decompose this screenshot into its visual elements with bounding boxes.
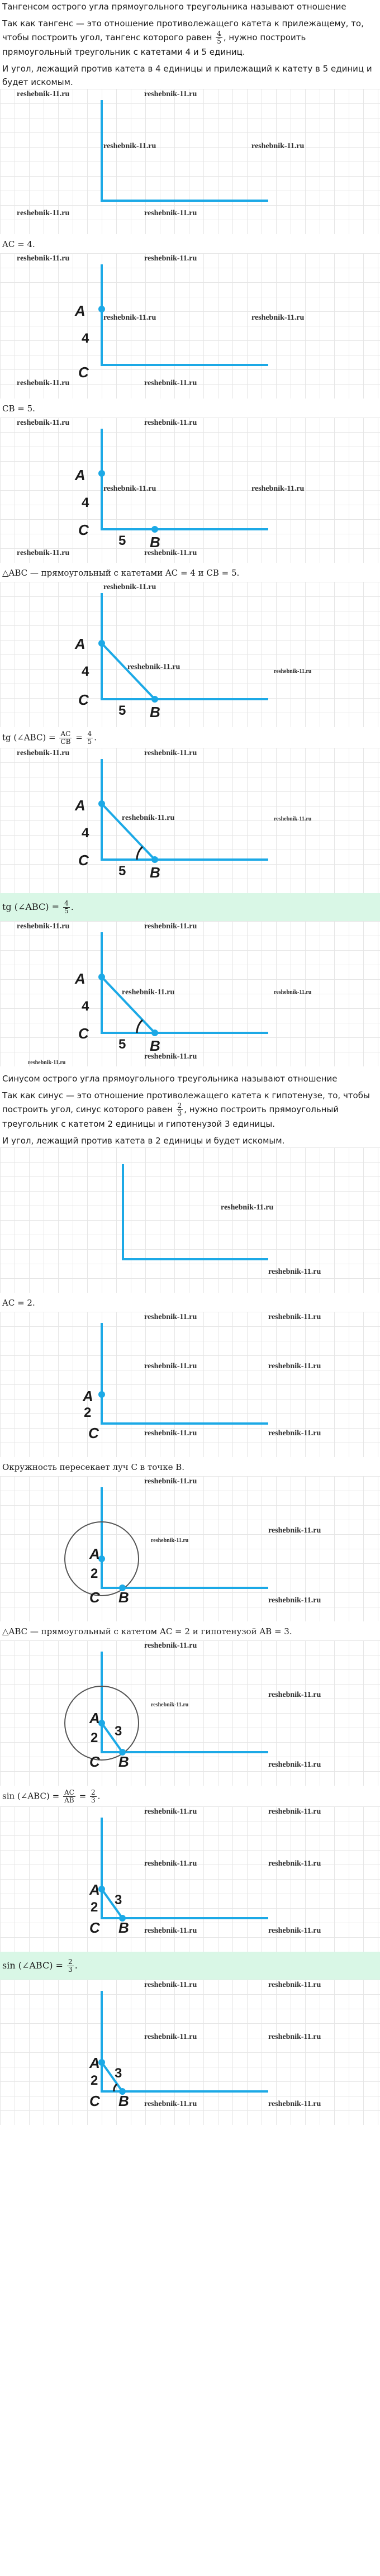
figure-sin-2 [0, 1312, 380, 1457]
figure-tan-4 [0, 582, 380, 727]
tan-intro-1: Тангенсом острого угла прямоугольного треугольника называют отношение [2, 2, 346, 12]
watermark: reshebnik-11.ru [144, 419, 197, 427]
point-b [151, 696, 158, 703]
label-a: A [75, 970, 86, 987]
watermark: reshebnik-11.ru [122, 988, 175, 997]
watermark: reshebnik-11.ru [268, 2100, 321, 2108]
length-cb: 5 [118, 703, 126, 718]
watermark: reshebnik-11.ru [144, 209, 197, 217]
sin-fraction: $\frac{2}{3}$ [177, 1102, 182, 1117]
watermark: reshebnik-11.ru [28, 1060, 66, 1066]
watermark: reshebnik-11.ru [268, 1429, 321, 1438]
length-ac: 2 [84, 1405, 92, 1420]
figure-tan-6-svg [0, 921, 380, 1066]
watermark: reshebnik-11.ru [127, 663, 180, 671]
caption-sin-triangle: △ABC — прямоугольный с катетом AC = 2 и гипотенузой AB = 3. [2, 1626, 292, 1636]
watermark: reshebnik-11.ru [221, 1203, 274, 1212]
length-cb: 5 [118, 864, 126, 879]
figure-sin-3 [0, 1476, 380, 1621]
label-b: B [118, 1753, 129, 1770]
watermark: reshebnik-11.ru [268, 1927, 321, 1935]
label-b: B [150, 1037, 160, 1054]
watermark: reshebnik-11.ru [251, 485, 305, 493]
point-a [98, 640, 105, 647]
label-c: C [78, 691, 89, 708]
length-ac: 4 [82, 999, 89, 1014]
watermark: reshebnik-11.ru [144, 1429, 197, 1438]
label-c: C [78, 852, 89, 869]
watermark: reshebnik-11.ru [144, 1313, 197, 1321]
length-ac: 2 [91, 1730, 98, 1745]
caption-tan-ac: AC = 4. [2, 239, 35, 249]
length-cb: 5 [118, 533, 126, 548]
length-ac: 2 [91, 2073, 98, 2088]
length-ab: 3 [115, 2066, 122, 2081]
sin-intro-3: И угол, лежащий против катета в 2 единицы и будет искомым. [2, 1136, 285, 1146]
figure-sin-5 [0, 1806, 380, 1952]
ratio-2-3: $\frac{2}{3}$ [91, 1789, 96, 1804]
tan-intro-2: Так как тангенс — это отношение противолежащего катета к прилежащему, то, чтобы построить угол, тангенс которого равен $\frac{4}{5}$ , нужно построить прямоугольный треугольник с катетами 4 и 5 единиц. [2, 18, 364, 57]
figure-tan-2-svg [0, 253, 380, 399]
figure-sin-6 [0, 1980, 380, 2125]
sin-intro-1: Синусом острого угла прямоугольного треугольника называют отношение [2, 1074, 338, 1084]
figure-sin-4 [0, 1640, 380, 1786]
label-a: A [89, 2055, 100, 2071]
sin-intro-2: Так как синус — это отношение противолежащего катета к гипотенузе, то, чтобы построить угол, синус которого равен $\frac{2}{3}$ , нужно построить прямоугольный треугольник с катетом 2 единицы и гипотенузой 3 единицы. [2, 1090, 370, 1129]
point-b [151, 856, 158, 863]
watermark: reshebnik-11.ru [268, 1362, 321, 1370]
watermark: reshebnik-11.ru [144, 922, 197, 931]
label-c: C [89, 2093, 100, 2109]
ratio-4-5: $\frac{4}{5}$ [87, 730, 92, 746]
angle-arc-b [137, 847, 142, 860]
watermark: reshebnik-11.ru [268, 1761, 321, 1769]
point-a [98, 306, 105, 312]
point-a [98, 974, 105, 980]
length-ac: 2 [91, 1566, 98, 1581]
length-ac: 4 [82, 664, 89, 679]
watermark: reshebnik-11.ru [151, 1702, 189, 1708]
watermark: reshebnik-11.ru [17, 922, 70, 931]
label-b: B [150, 704, 160, 720]
label-a: A [75, 797, 86, 814]
length-ac: 2 [91, 1900, 98, 1915]
hypotenuse-ab [102, 804, 155, 860]
angle-arc-b [137, 1020, 142, 1033]
figure-tan-3 [0, 418, 380, 563]
length-ab: 3 [115, 1724, 122, 1739]
answer-sin: sin (∠ABC) = $\frac{2}{3}$ . [0, 1952, 380, 1980]
watermark: reshebnik-11.ru [144, 254, 197, 263]
figure-tan-2 [0, 253, 380, 399]
point-a [98, 470, 105, 477]
watermark: reshebnik-11.ru [268, 2033, 321, 2041]
label-c: C [78, 521, 89, 538]
figure-sin-1-svg [0, 1147, 380, 1293]
watermark: reshebnik-11.ru [274, 816, 312, 822]
watermark: reshebnik-11.ru [268, 1596, 321, 1605]
watermark: reshebnik-11.ru [268, 1526, 321, 1535]
caption-tan-cb: CB = 5. [2, 404, 35, 414]
label-b: B [118, 1589, 129, 1606]
length-ac: 4 [82, 826, 89, 841]
watermark: reshebnik-11.ru [144, 1927, 197, 1935]
figure-sin-3-svg [0, 1476, 380, 1621]
watermark: reshebnik-11.ru [122, 814, 175, 822]
watermark: reshebnik-11.ru [17, 419, 70, 427]
watermark: reshebnik-11.ru [103, 142, 156, 150]
point-a [98, 1391, 105, 1398]
label-c: C [78, 1025, 89, 1042]
watermark: reshebnik-11.ru [17, 254, 70, 263]
figure-tan-5-svg [0, 748, 380, 893]
length-ab: 3 [115, 1892, 122, 1908]
label-c: C [88, 1425, 99, 1441]
label-a: A [89, 1545, 100, 1562]
label-a: A [75, 302, 86, 319]
label-b: B [150, 534, 160, 551]
watermark: reshebnik-11.ru [268, 1859, 321, 1868]
figure-tan-5 [0, 748, 380, 893]
watermark: reshebnik-11.ru [144, 1362, 197, 1370]
watermark: reshebnik-11.ru [151, 1538, 189, 1544]
watermark: reshebnik-11.ru [144, 1642, 197, 1650]
watermark: reshebnik-11.ru [144, 2033, 197, 2041]
figure-sin-1 [0, 1147, 380, 1293]
figure-tan-4-svg [0, 582, 380, 727]
watermark: reshebnik-11.ru [17, 549, 70, 557]
watermark: reshebnik-11.ru [274, 989, 312, 995]
point-b [151, 1030, 158, 1036]
watermark: reshebnik-11.ru [144, 749, 197, 757]
watermark: reshebnik-11.ru [251, 314, 305, 322]
watermark: reshebnik-11.ru [268, 1808, 321, 1816]
label-c: C [89, 1919, 100, 1936]
watermark: reshebnik-11.ru [144, 1981, 197, 1989]
tan-intro-3: И угол, лежащий против катета в 4 единицы и прилежащий к катету в 5 единиц и будет искомым. [2, 64, 372, 87]
watermark: reshebnik-11.ru [17, 90, 70, 98]
watermark: reshebnik-11.ru [103, 314, 156, 322]
label-b: B [118, 2093, 129, 2109]
watermark: reshebnik-11.ru [144, 1808, 197, 1816]
hypotenuse-ab [102, 977, 155, 1033]
watermark: reshebnik-11.ru [251, 142, 305, 150]
watermark: reshebnik-11.ru [144, 379, 197, 387]
label-a: A [89, 1710, 100, 1726]
figure-tan-3-svg [0, 418, 380, 563]
caption-tan-ratio: tg (∠ABC) = $\frac{AC}{CB}$ = $\frac{4}{5}$ . [2, 730, 97, 746]
length-ac: 4 [82, 331, 89, 346]
watermark: reshebnik-11.ru [144, 1859, 197, 1868]
label-a: A [75, 635, 86, 652]
label-a: A [83, 1388, 93, 1405]
watermark: reshebnik-11.ru [268, 1313, 321, 1321]
caption-sin-ac: AC = 2. [2, 1298, 35, 1308]
label-c: C [89, 1589, 100, 1606]
watermark: reshebnik-11.ru [268, 1691, 321, 1699]
watermark: reshebnik-11.ru [17, 209, 70, 217]
watermark: reshebnik-11.ru [144, 1477, 197, 1486]
caption-sin-circle: Окружность пересекает луч C в точке B. [2, 1462, 185, 1472]
length-cb: 5 [118, 1037, 126, 1052]
watermark: reshebnik-11.ru [17, 749, 70, 757]
tan-fraction: $\frac{4}{5}$ [217, 30, 221, 45]
watermark: reshebnik-11.ru [103, 485, 156, 493]
ratio-ac-ab: $\frac{AC}{AB}$ [64, 1789, 74, 1804]
length-ac: 4 [82, 495, 89, 510]
answer-fraction: $\frac{2}{3}$ [68, 1958, 73, 1973]
label-b: B [118, 1919, 129, 1936]
watermark: reshebnik-11.ru [268, 1981, 321, 1989]
label-a: A [75, 467, 86, 483]
watermark: reshebnik-11.ru [274, 668, 312, 675]
watermark: reshebnik-11.ru [144, 2100, 197, 2108]
figure-tan-1 [0, 89, 380, 234]
watermark: reshebnik-11.ru [103, 583, 156, 591]
label-a: A [89, 1881, 100, 1898]
caption-sin-ratio: sin (∠ABC) = $\frac{AC}{AB}$ = $\frac{2}{3}$ . [2, 1789, 101, 1804]
figure-sin-4-svg [0, 1640, 380, 1786]
label-b: B [150, 864, 160, 881]
watermark: reshebnik-11.ru [17, 379, 70, 387]
watermark: reshebnik-11.ru [268, 1268, 321, 1276]
label-c: C [89, 1753, 100, 1770]
point-a [98, 800, 105, 807]
watermark: reshebnik-11.ru [144, 90, 197, 98]
point-b [151, 526, 158, 533]
ratio-ac-cb: $\frac{AC}{CB}$ [60, 730, 71, 746]
answer-tan: tg (∠ABC) = $\frac{4}{5}$ . [0, 893, 380, 921]
watermark: reshebnik-11.ru [144, 549, 197, 557]
answer-fraction: $\frac{4}{5}$ [64, 899, 69, 915]
figure-tan-6 [0, 921, 380, 1066]
caption-tan-triangle: △ABC — прямоугольный с катетами AC = 4 и CB = 5. [2, 568, 240, 578]
watermark: reshebnik-11.ru [144, 1052, 197, 1061]
label-c: C [78, 364, 89, 381]
